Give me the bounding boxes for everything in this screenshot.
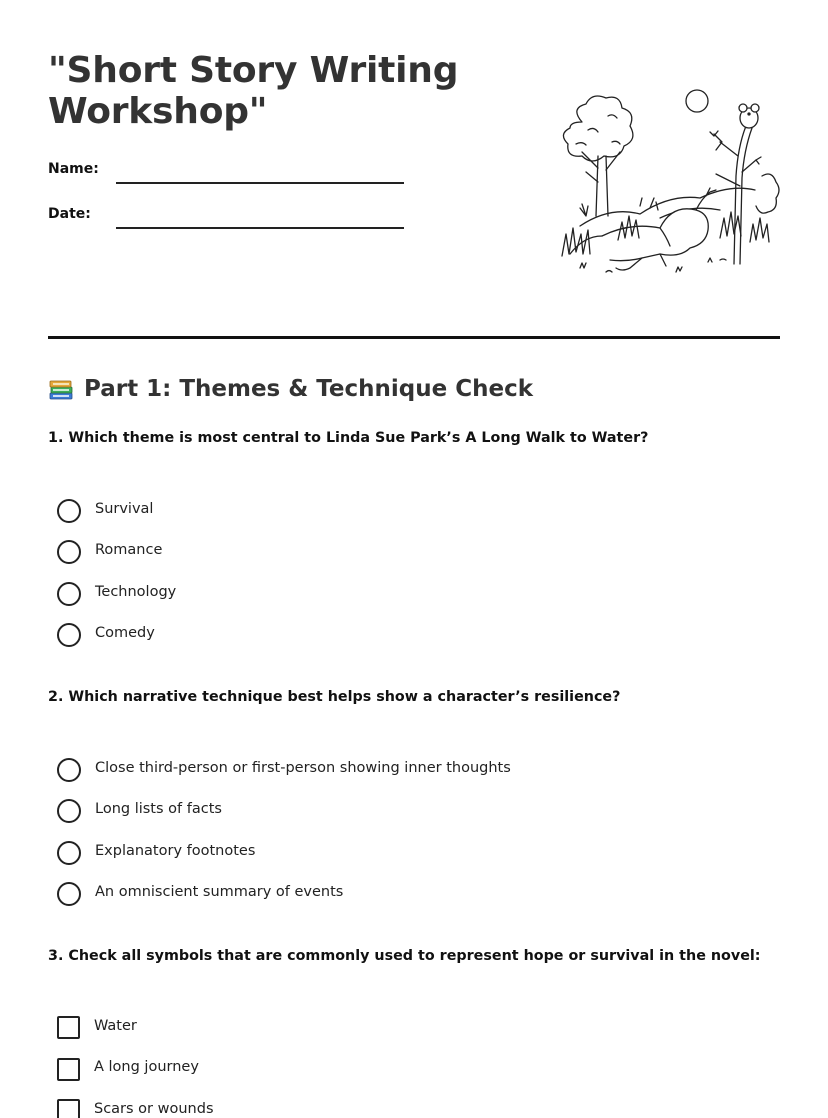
- question-2: 2. Which narrative technique best helps show a character’s resilience?: [48, 689, 621, 705]
- question-1: 1. Which theme is most central to Linda Sue Park’s A Long Walk to Water?: [48, 430, 649, 446]
- option-label: An omniscient summary of events: [95, 884, 344, 901]
- q1-option-survival[interactable]: [57, 490, 176, 532]
- q2-option-inner-thoughts[interactable]: [57, 749, 511, 791]
- radio-button[interactable]: [57, 623, 81, 647]
- section-divider: [48, 336, 780, 339]
- radio-button[interactable]: [57, 499, 81, 523]
- name-field: [48, 160, 404, 178]
- question-1-options: [57, 490, 176, 656]
- question-3: 3. Check all symbols that are commonly used to represent hope or survival in the novel:: [48, 948, 761, 964]
- option-label: Technology: [95, 583, 177, 600]
- option-label: Explanatory footnotes: [95, 842, 256, 859]
- name-label: Name:: [48, 161, 99, 177]
- option-label: A long journey: [94, 1059, 199, 1076]
- q1-option-comedy[interactable]: [57, 615, 176, 657]
- checkbox[interactable]: [57, 1058, 80, 1081]
- date-field: [48, 205, 404, 223]
- radio-button[interactable]: [57, 582, 81, 606]
- question-2-options: [57, 749, 511, 915]
- q2-option-lists-of-facts[interactable]: [57, 791, 511, 833]
- option-label: Scars or wounds: [94, 1100, 214, 1117]
- q3-option-water[interactable]: [57, 1007, 214, 1049]
- question-3-options: [57, 1007, 214, 1118]
- option-label: Long lists of facts: [95, 801, 222, 818]
- books-icon: [48, 376, 74, 402]
- checkbox[interactable]: [57, 1099, 80, 1118]
- q2-option-footnotes[interactable]: [57, 832, 511, 874]
- radio-button[interactable]: [57, 799, 81, 823]
- part1-heading-text: Part 1: Themes & Technique Check: [84, 376, 534, 402]
- worksheet-page: [48, 0, 780, 1118]
- option-label: Comedy: [95, 625, 155, 642]
- radio-button[interactable]: [57, 841, 81, 865]
- q3-option-long-journey[interactable]: [57, 1049, 214, 1091]
- q1-option-romance[interactable]: [57, 532, 176, 574]
- page-title: "Short Story Writing Workshop": [48, 50, 459, 132]
- q3-option-scars[interactable]: [57, 1090, 214, 1118]
- date-input-line[interactable]: [116, 207, 404, 229]
- checkbox[interactable]: [57, 1016, 80, 1039]
- q2-option-omniscient-summary[interactable]: [57, 874, 511, 916]
- date-label: Date:: [48, 206, 91, 222]
- radio-button[interactable]: [57, 882, 81, 906]
- option-label: Water: [94, 1017, 137, 1034]
- option-label: Survival: [95, 500, 154, 517]
- radio-button[interactable]: [57, 540, 81, 564]
- option-label: Close third-person or first-person showing inner thoughts: [95, 759, 511, 776]
- name-input-line[interactable]: [116, 162, 404, 184]
- part1-heading: [48, 374, 533, 404]
- radio-button[interactable]: [57, 758, 81, 782]
- option-label: Romance: [95, 542, 163, 559]
- kangaroo-koala-landscape-illustration: [510, 86, 782, 282]
- q1-option-technology[interactable]: [57, 573, 176, 615]
